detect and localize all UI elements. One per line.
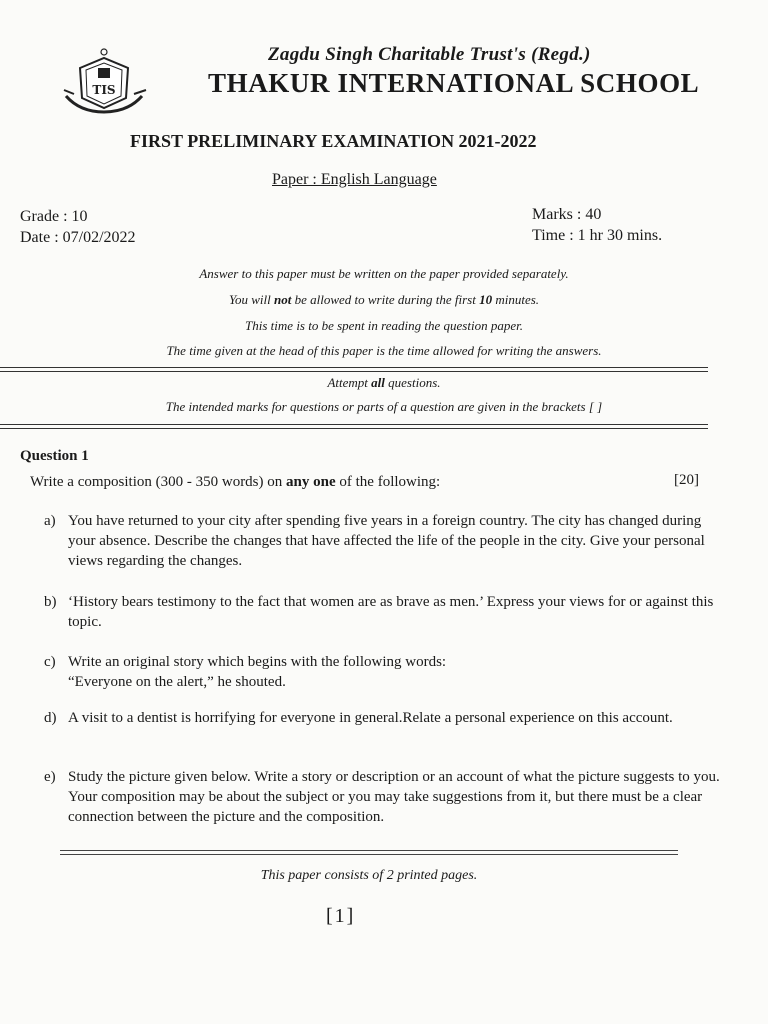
instruction-4: The time given at the head of this paper is the time allowed for writing the answers. (166, 343, 602, 358)
option-a (44, 511, 724, 571)
duration: Time : 1 hr 30 mins. (532, 227, 663, 244)
option-text: You have returned to your city after spending five years in a foreign country. The city has changed during your absence. Describe the changes that have affected the life of the people in the city. Give your personal views regarding the changes. (68, 513, 705, 569)
option-c (44, 652, 724, 692)
exam-title: FIRST PRELIMINARY EXAMINATION 2021-2022 (130, 131, 537, 151)
question-marks: [20] (674, 472, 699, 488)
question-intro: Write a composition (300 - 350 words) on any one of the following: (30, 474, 441, 490)
paper-subject: Paper : English Language (272, 171, 437, 188)
page-number: [1] (326, 905, 356, 927)
marks-note: The intended marks for questions or parts of a question are given in the brackets [ ] (165, 399, 603, 414)
total-marks: Marks : 40 (532, 206, 602, 223)
exam-date: Date : 07/02/2022 (20, 229, 136, 246)
option-quote: “Everyone on the alert,” he shouted. (68, 674, 286, 690)
question-title: Question 1 (20, 448, 89, 464)
option-label: e) (44, 769, 56, 785)
divider (0, 428, 708, 429)
page-count-note: This paper consists of 2 printed pages. (260, 868, 478, 883)
option-b (44, 592, 724, 632)
option-d (44, 708, 724, 728)
option-text: A visit to a dentist is horrifying for everyone in general.Relate a personal experience on this account. (68, 710, 673, 726)
divider (0, 424, 708, 425)
logo-text: TIS (92, 83, 116, 97)
attempt-note: Attempt all questions. (327, 375, 441, 390)
option-text: ‘History bears testimony to the fact that women are as brave as men.’ Express your views for or against this topic. (68, 594, 714, 630)
option-text: Study the picture given below. Write a story or description or an account of what the picture suggests to you. Your composition may be about the subject or you may take suggestions from it, but there must be a clear connection between the picture and the composition. (68, 769, 720, 825)
option-label: c) (44, 654, 56, 670)
instruction-3: This time is to be spent in reading the question paper. (245, 318, 523, 333)
instruction-1: Answer to this paper must be written on the paper provided separately. (199, 266, 569, 281)
divider (0, 367, 708, 368)
instruction-2: You will not be allowed to write during the first 10 minutes. (228, 292, 540, 307)
divider (0, 371, 708, 372)
option-label: a) (44, 513, 56, 529)
footer-divider (60, 850, 678, 855)
school-logo (60, 46, 152, 116)
option-text: Write an original story which begins with the following words: (68, 654, 447, 670)
option-e (44, 767, 724, 827)
option-label: b) (44, 594, 57, 610)
grade: Grade : 10 (20, 208, 88, 225)
option-label: d) (44, 710, 57, 726)
trust-name: Zagdu Singh Charitable Trust's (Regd.) (268, 44, 591, 65)
school-name: THAKUR INTERNATIONAL SCHOOL (208, 68, 700, 98)
